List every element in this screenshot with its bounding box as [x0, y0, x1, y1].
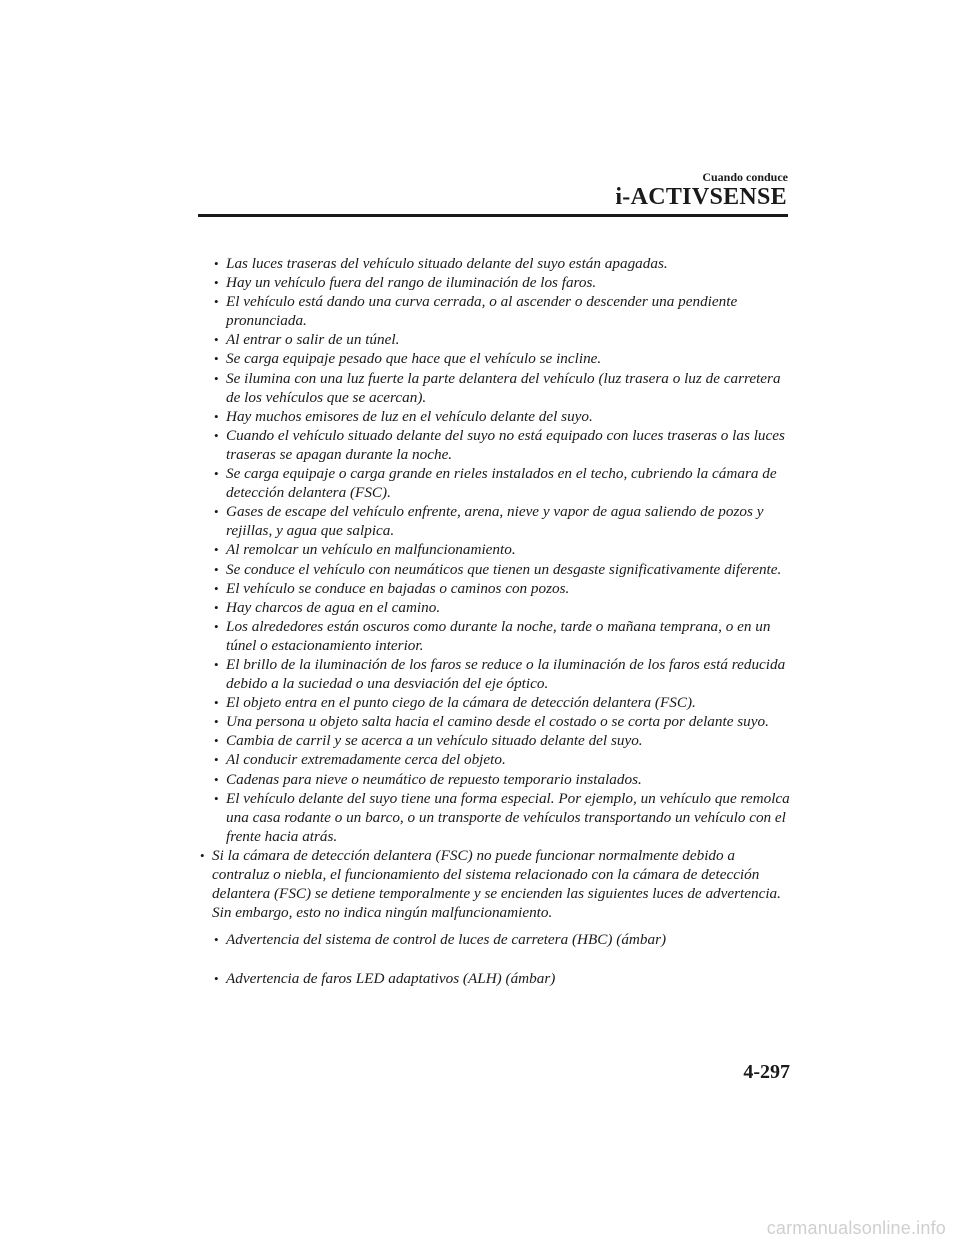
header-rule — [198, 214, 788, 217]
bullet-icon: • — [214, 542, 219, 558]
list-item-text: Gases de escape del vehículo enfrente, arena, nieve y vapor de agua saliendo de pozos y rejillas, y agua que salpica. — [226, 503, 764, 540]
list-item-text: El vehículo está dando una curva cerrada, o al ascender o descender una pendiente pronunciada. — [226, 293, 738, 330]
list-item-text: Los alrededores están oscuros como durante la noche, tarde o mañana temprana, o en un túnel o estacionamiento interior. — [226, 617, 771, 654]
bullet-icon: • — [214, 771, 219, 787]
list-item — [200, 292, 790, 330]
list-item — [200, 750, 790, 769]
list-item-text: El vehículo se conduce en bajadas o caminos con pozos. — [226, 579, 570, 597]
list-item — [200, 712, 790, 731]
list-item-text: Se carga equipaje o carga grande en rieles instalados en el techo, cubriendo la cámara de detección delantera (FSC). — [226, 465, 777, 502]
list-item — [200, 273, 790, 292]
bullet-icon: • — [214, 695, 219, 711]
list-item-text: El objeto entra en el punto ciego de la cámara de detección delantera (FSC). — [226, 694, 696, 712]
bullet-icon: • — [214, 351, 219, 367]
list-item — [200, 426, 790, 464]
list-item — [200, 349, 790, 368]
header-section: Cuando conduce — [702, 170, 788, 184]
bullet-icon: • — [214, 561, 219, 577]
list-item — [200, 655, 790, 693]
bullet-icon: • — [214, 733, 219, 749]
bullet-icon: • — [214, 656, 219, 672]
list-item-text: Cambia de carril y se acerca a un vehículo situado delante del suyo. — [226, 732, 643, 750]
list-item — [200, 789, 790, 846]
list-item-text: Una persona u objeto salta hacia el camino desde el costado o se corta por delante suyo. — [226, 713, 769, 731]
list-item — [200, 330, 790, 349]
list-item-text: Se conduce el vehículo con neumáticos que tienen un desgaste significativamente diferente. — [226, 560, 782, 578]
page-title: i-ACTIVSENSE — [615, 184, 787, 210]
bullet-icon: • — [214, 275, 219, 291]
list-item-text: Al remolcar un vehículo en malfuncionamiento. — [226, 541, 516, 559]
list-item-text: Cuando el vehículo situado delante del suyo no está equipado con luces traseras o las luces traseras se apagan durante la noche. — [226, 426, 785, 463]
bullet-icon: • — [214, 971, 219, 987]
list-item-text: Advertencia de faros LED adaptativos (ALH) (ámbar) — [226, 970, 556, 988]
list-item — [200, 560, 790, 579]
list-item-text: El brillo de la iluminación de los faros se reduce o la iluminación de los faros está reducida debido a la suciedad o una desviación del eje óptico. — [226, 655, 786, 693]
list-item-text: Las luces traseras del vehículo situado delante del suyo están apagadas. — [226, 255, 668, 272]
bullet-icon: • — [214, 618, 219, 634]
watermark: carmanualsonline.info — [766, 1218, 946, 1238]
list-item-text: El vehículo delante del suyo tiene una forma especial. Por ejemplo, un vehículo que remolca una casa rodante o un barco, o un transporte de vehículos transportando un vehículo con el frente hacia atrás. — [226, 789, 790, 845]
list-item — [200, 579, 790, 598]
bullet-icon: • — [214, 752, 219, 768]
bullet-icon: • — [214, 408, 219, 424]
bullet-icon: • — [214, 504, 219, 520]
fsc-note-text: Si la cámara de detección delantera (FSC) no puede funcionar normalmente debido a contraluz o niebla, el funcionamiento del sistema relacionado con la cámara de detección delantera (FSC) se detiene temporalmente y se encienden las siguientes luces de advertencia. Sin embargo, esto no indica ningún malfuncionamiento. — [212, 846, 781, 922]
conditions-list — [200, 254, 790, 846]
list-item-text: Hay un vehículo fuera del rango de iluminación de los faros. — [226, 274, 597, 292]
bullet-icon: • — [214, 332, 219, 348]
list-item — [200, 598, 790, 617]
bullet-icon: • — [214, 466, 219, 482]
bullet-icon: • — [214, 714, 219, 730]
list-item-text: Al conducir extremadamente cerca del objeto. — [226, 751, 506, 769]
list-item — [200, 770, 790, 789]
list-item-text: Cadenas para nieve o neumático de repuesto temporario instalados. — [226, 770, 642, 788]
bullet-icon: • — [214, 790, 219, 806]
list-item — [200, 540, 790, 559]
main-content — [200, 254, 790, 988]
list-item — [200, 930, 790, 949]
list-item — [200, 464, 790, 502]
list-item-text: Se carga equipaje pesado que hace que el vehículo se incline. — [226, 350, 602, 368]
bullet-icon: • — [200, 847, 205, 863]
list-item — [200, 969, 790, 988]
bullet-icon: • — [214, 599, 219, 615]
list-item — [200, 731, 790, 750]
list-item-text: Al entrar o salir de un túnel. — [226, 331, 400, 349]
list-item-text: Se ilumina con una luz fuerte la parte delantera del vehículo (luz trasera o luz de carretera de los vehículos que se acercan). — [226, 369, 781, 406]
list-item — [200, 407, 790, 426]
bullet-icon: • — [214, 370, 219, 386]
bullet-icon: • — [214, 256, 219, 271]
bullet-icon: • — [214, 580, 219, 596]
warning-list — [200, 930, 790, 988]
list-item — [200, 254, 790, 273]
bullet-icon: • — [214, 427, 219, 443]
list-item — [200, 502, 790, 540]
list-item — [200, 617, 790, 655]
list-item-text: Hay charcos de agua en el camino. — [226, 598, 441, 616]
page-number: 4-297 — [743, 1061, 790, 1083]
bullet-icon: • — [214, 294, 219, 310]
bullet-icon: • — [214, 932, 219, 948]
list-item — [200, 369, 790, 407]
list-item — [200, 693, 790, 712]
fsc-note — [200, 846, 790, 922]
list-item-text: Advertencia del sistema de control de luces de carretera (HBC) (ámbar) — [226, 931, 667, 949]
list-item-text: Hay muchos emisores de luz en el vehículo delante del suyo. — [226, 407, 593, 425]
